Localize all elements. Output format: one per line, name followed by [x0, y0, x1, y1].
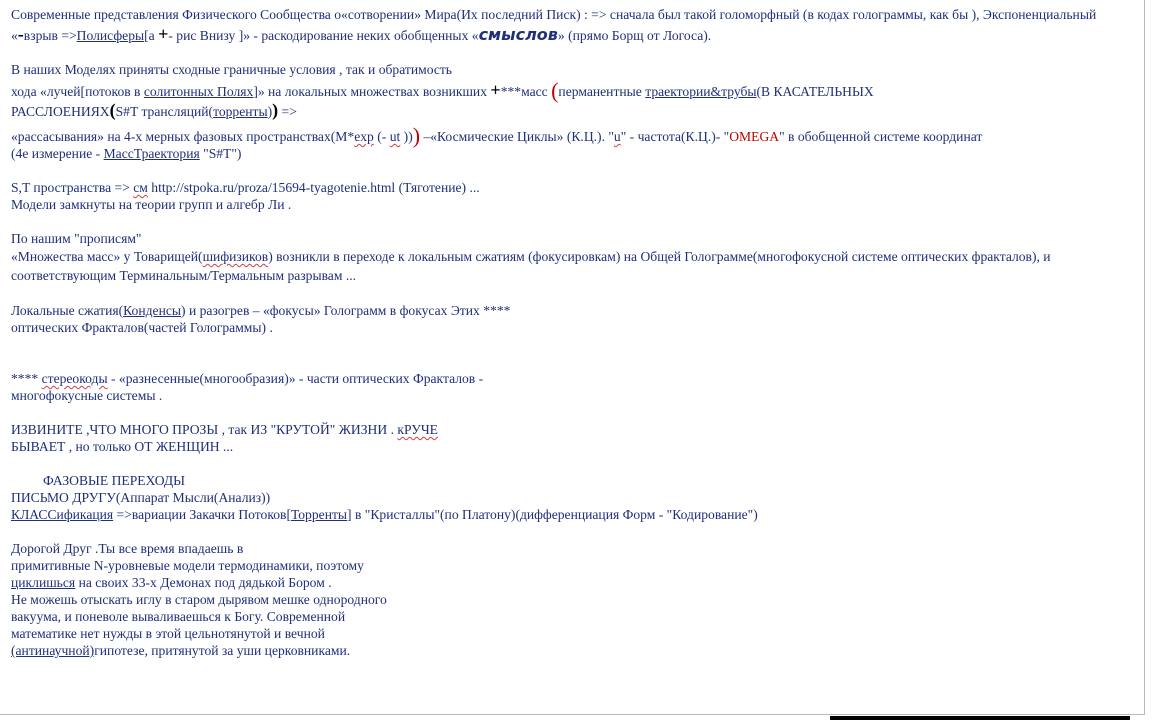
- spell-flagged-word: шифизиков: [202, 249, 269, 264]
- text-run: " - частота(К.Ц.)- ": [620, 129, 730, 144]
- spell-flagged-word: см: [133, 180, 148, 195]
- paragraph-6-line-2: многофокусные системы .: [11, 388, 163, 403]
- paragraph-2-line-1: В наших Моделях приняты сходные граничные условия , так и обратимость: [11, 62, 453, 77]
- text-run: ): [267, 104, 273, 119]
- spell-flagged-word: exp: [354, 129, 374, 144]
- text-run: –«Космические Циклы» (К.Ц.). ": [420, 129, 614, 144]
- paragraph-4-line-2: [11, 247, 1136, 285]
- underlined-term: Торренты: [290, 507, 348, 522]
- text-run: ****: [11, 371, 42, 386]
- classification-line: [11, 506, 1136, 523]
- letter-line-6: математике нет нужды в этой цельнотянутой и вечной: [11, 626, 325, 641]
- underlined-term: торренты: [213, 104, 268, 119]
- text-run: [а: [144, 28, 159, 43]
- text-run: ***масс: [500, 84, 552, 99]
- underlined-term: КЛАССификация: [11, 507, 114, 522]
- spell-flagged-word: ut: [389, 129, 401, 144]
- text-run: гипотезе, притянутой за уши церковниками.: [94, 643, 351, 658]
- emphasized-word: смыслов: [478, 25, 558, 44]
- paragraph-2-line-2: [11, 78, 1136, 103]
- spacer: [11, 523, 1136, 540]
- spell-flagged-word: кРУЧЕ: [397, 422, 438, 437]
- text-run: (-: [373, 129, 390, 144]
- text-run: Локальные сжатия(: [11, 303, 124, 318]
- letter-line-4: Не можешь отыскать иглу в старом дырявом мешке однородного: [11, 592, 387, 607]
- text-run: «рассасывания» на 4-х мерных фазовых пространствах(M*: [11, 129, 355, 144]
- plus-mark: +: [158, 24, 169, 44]
- spacer: [11, 353, 1136, 370]
- red-paren: ): [412, 123, 421, 148]
- underlined-term: (антинаучной): [11, 643, 95, 658]
- paragraph-3-line-1: [11, 179, 1136, 196]
- paragraph-1-line-1: Современные представления Физического Сообщества о«сотворении» Мира(Их последний Писк) : => сначала был такой голоморфный (в кодах голограммы, как бы ), Экспоненциальный: [11, 7, 1097, 22]
- underlined-term: МассТраектория: [103, 146, 200, 161]
- paragraph-2-line-4: [11, 123, 1136, 148]
- bold-paren: (: [109, 100, 116, 120]
- spacer: [11, 455, 1136, 472]
- letter-line-3: [11, 574, 1136, 591]
- spell-flagged-word: u: [613, 129, 621, 144]
- text-run: (4е измерение -: [11, 146, 104, 161]
- phase-transitions-heading: ФАЗОВЫЕ ПЕРЕХОДЫ: [43, 473, 185, 488]
- text-run: ]» на локальных множествах возникших: [253, 84, 491, 99]
- spacer: [11, 213, 1136, 230]
- letter-line-5: вакуума, и поневоле вываливаешься к Богу. Современной: [11, 609, 346, 624]
- spacer: [11, 404, 1136, 421]
- spacer: [11, 44, 1136, 61]
- spacer: [11, 162, 1136, 179]
- letter-line-7: [11, 642, 1136, 659]
- text-run: ) и разогрев – «фокусы» Голограмм в фокусах Этих ****: [181, 303, 511, 318]
- underlined-term: Конденсы: [123, 303, 182, 318]
- text-run: «Множества масс» у Товарищей(: [11, 249, 203, 264]
- text-run: хода «лучей[потоков в: [11, 84, 144, 99]
- text-run: на своих 33-х Демонах под дядькой Бором .: [75, 575, 332, 590]
- underlined-term: циклишься: [11, 575, 76, 590]
- paragraph-7-line-2: БЫВАЕТ , но только ОТ ЖЕНЩИН ...: [11, 439, 234, 454]
- letter-line-2: примитивные N-уровневые модели термодинамики, поэтому: [11, 558, 364, 573]
- text-run: РАССЛОЕНИЯХ: [11, 104, 110, 119]
- text-run: » (прямо Борщ от Логоса).: [557, 28, 712, 43]
- paragraph-2-line-3: [11, 102, 1136, 120]
- dash-mark: -: [17, 24, 24, 44]
- paragraph-1-line-2: [11, 26, 1136, 44]
- text-run: =>: [278, 104, 297, 119]
- text-run: " в обобщенной системе координат: [779, 129, 983, 144]
- text-run: - рис Внизу ]» - раскодирование неких обобщенных «: [168, 28, 479, 43]
- text-run: перманентные: [558, 84, 646, 99]
- page-bottom-bar: [830, 716, 1130, 720]
- paragraph-2-line-5: [11, 145, 1136, 162]
- paragraph-3-line-2: Модели замкнуты на теории групп и алгебр Ли .: [11, 197, 292, 212]
- spacer: [11, 285, 1136, 302]
- letter-line-1: Дорогой Друг .Ты все время впадаешь в: [11, 541, 244, 556]
- letter-to-friend-line: ПИСЬМО ДРУГУ(Аппарат Мысли(Анализ)): [11, 490, 271, 505]
- text-run: «: [11, 28, 18, 43]
- text-run: =>вариации Закачки Потоков[: [113, 507, 291, 522]
- text-run: ] в "Кристаллы"(по Платону)(дифференциация Форм - "Кодирование"): [347, 507, 758, 522]
- text-run: - «разнесенные(многообразия)» - части оптических Фракталов -: [107, 371, 484, 386]
- paragraph-7-line-1: [11, 421, 1136, 438]
- text-run: http://stpoka.ru/proza/15694-tyagotenie.html (Тяготение) ...: [147, 180, 480, 195]
- text-run: "S#T"): [199, 146, 242, 161]
- underlined-term: Полисферы: [76, 28, 145, 43]
- text-run: )): [400, 129, 413, 144]
- text-run: ) возникли в переходе к локальным сжатиям (фокусировкам) на Общей Голограмме(многофокусной системе оптических фракталов), и соответствующим Терминальным/Термальным разрывам ...: [11, 249, 1051, 283]
- paragraph-4-line-1: По нашим "прописям": [11, 231, 142, 246]
- text-run: S#T трансляций(: [115, 104, 214, 119]
- text-run: S,T пространства =>: [11, 180, 134, 195]
- plus-mark: +: [490, 80, 501, 100]
- text-run: взрыв =>: [23, 28, 77, 43]
- red-paren: (: [551, 78, 559, 103]
- spell-flagged-word: стереокоды: [41, 371, 108, 386]
- omega-word: OMEGA: [729, 129, 780, 144]
- paragraph-5-line-1: [11, 302, 1136, 319]
- spacer: [11, 336, 1136, 353]
- underlined-term: траектории&трубы: [645, 84, 757, 99]
- text-run: ИЗВИНИТЕ ,ЧТО МНОГО ПРОЗЫ , так ИЗ "КРУТОЙ" ЖИЗНИ .: [11, 422, 398, 437]
- underlined-term: солитонных Полях: [143, 84, 254, 99]
- document-body: [11, 6, 1136, 659]
- text-run: (В КАСАТЕЛЬНЫХ: [756, 84, 874, 99]
- bold-paren: ): [272, 100, 279, 120]
- paragraph-5-line-2: оптических Фракталов(частей Голограммы) .: [11, 320, 273, 335]
- paragraph-6-line-1: [11, 370, 1136, 387]
